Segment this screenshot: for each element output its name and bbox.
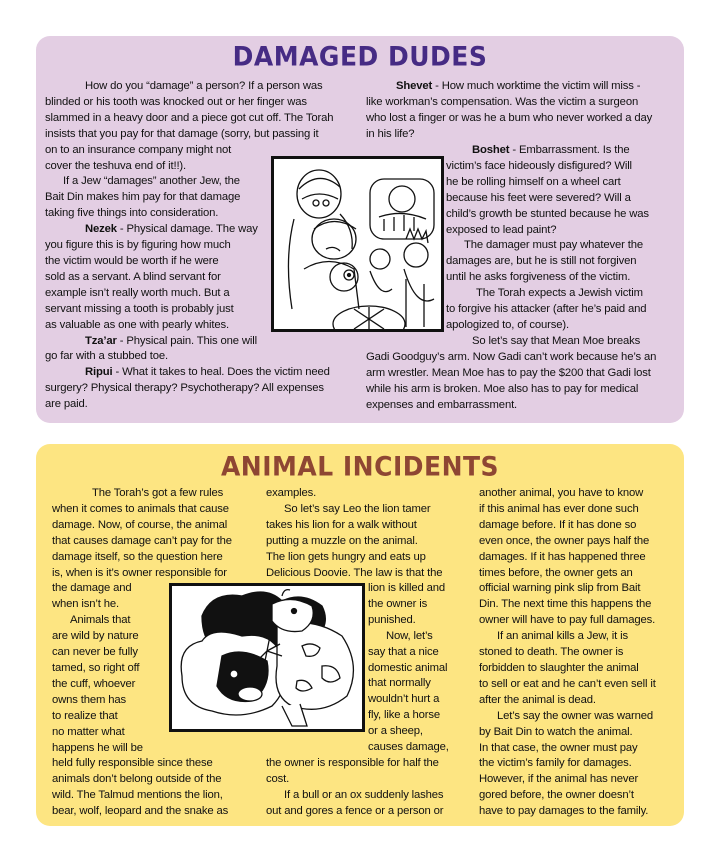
column-2-bottom — [266, 756, 443, 820]
text-line: is, when is it’s owner responsible for — [52, 566, 227, 579]
text-line: to forgive his attacker (after he’s paid and — [446, 303, 647, 316]
cartoon-lion-and-cow-icon — [169, 583, 365, 732]
text-line: expenses and embarrassment. — [366, 398, 518, 411]
text-line: The Torah’s got a few rules — [92, 487, 224, 499]
text-line: So let’s say that Mean Moe breaks — [472, 334, 641, 347]
text-line: If a Jew “damages” another Jew, the — [63, 175, 240, 188]
text-line: even once, the owner pays half the — [479, 534, 650, 547]
text-line: owns them has — [52, 693, 127, 706]
text-line: sold as a servant. A blind servant for — [45, 270, 221, 283]
text-line: victim’s face hideously disfigured? Will — [446, 159, 632, 172]
text-line: damages are, but he is still not forgiven — [446, 255, 637, 268]
text-line: bear, wolf, leopard and the snake as — [52, 805, 229, 818]
text-line: taking five things into consideration. — [45, 207, 219, 220]
section-title: ANIMAL INCIDENTS — [220, 450, 500, 483]
text-line: In that case, the owner must pay — [479, 741, 638, 754]
text-line: surgery? Physical therapy? Psychotherapy? All expenses — [45, 382, 324, 395]
text-line: times before, the owner gets an — [479, 566, 633, 579]
term-nezek: Nezek - Physical damage. The way — [85, 223, 258, 236]
text-line: How do you “damage” a person? If a person was — [85, 80, 323, 92]
text-line: putting a muzzle on the animal. — [266, 534, 418, 547]
text-line: Now, let’s — [386, 629, 433, 642]
text-line: another animal, you have to know — [479, 487, 644, 499]
text-line: cover the teshuva end of it!!). — [45, 159, 187, 172]
text-line: damage itself, so the question here — [52, 550, 223, 563]
text-line: owner will have to pay full damages. — [479, 614, 656, 627]
text-line: as valuable as one with pearly whites. — [45, 318, 229, 331]
text-line: the victim’s family for damages. — [479, 757, 632, 770]
text-line: lion is killed and — [368, 582, 446, 594]
text-line: official warning pink slip from Bait — [479, 582, 641, 595]
text-line: Delicious Doovie. The law is that the — [266, 566, 443, 579]
text-line: that causes damage can’t pay for the — [52, 534, 232, 547]
text-line: stoned to death. The owner is — [479, 646, 624, 659]
text-line: exposed to lead paint? — [446, 223, 557, 236]
text-line: However, if the animal has never — [479, 773, 639, 786]
text-line: no matter what — [52, 725, 125, 738]
text-line: because his feet were severed? Will a — [446, 191, 631, 204]
term-boshet: Boshet - Embarrassment. Is the — [472, 144, 630, 156]
term-shevet: Shevet - How much worktime the victim will miss - — [396, 80, 641, 92]
text-line: to realize that — [52, 709, 118, 722]
text-line: on to an insurance company might not — [45, 143, 232, 156]
text-line: Animals that — [70, 614, 131, 627]
text-line: are paid. — [45, 398, 88, 411]
column-2-wrap — [368, 581, 449, 756]
text-line: go far with a stubbed toe. — [45, 350, 168, 363]
text-line: causes damage, — [368, 741, 449, 754]
text-line: child’s growth be stunted because he was — [446, 207, 649, 220]
text-line: while his arm is broken. Moe also has to pay for medical — [366, 382, 639, 395]
text-line: when it comes to animals that cause — [52, 502, 229, 515]
term-ripui: Ripui - What it takes to heal. Does the victim need — [85, 366, 330, 379]
text-line: The damager must pay whatever the — [464, 239, 644, 252]
text-line: happens he will be — [52, 741, 143, 754]
text-line: have to pay damages to the family. — [479, 805, 649, 818]
text-line: by Bait Din to watch the animal. — [479, 725, 633, 738]
text-line: servant missing a tooth is probably just — [45, 302, 234, 315]
text-line: if this animal has ever done such — [479, 502, 639, 515]
right-column-wrap — [446, 143, 649, 350]
text-line: can never be fully — [52, 646, 138, 659]
text-line: the cuff, whoever — [52, 677, 136, 690]
animal-incidents-section — [36, 444, 684, 826]
text-line: damages. If it has happened three — [479, 550, 646, 563]
column-2-top — [266, 486, 442, 581]
text-line: example isn’t really worth much. But a — [45, 286, 230, 299]
text-line: until he asks forgiveness of the victim. — [446, 271, 631, 284]
text-line: you figure this is by figuring how much — [45, 239, 231, 252]
text-line: animals don’t belong outside of the — [52, 773, 222, 786]
text-line: Bait Din makes him pay for that damage — [45, 191, 241, 204]
text-line: Let’s say the owner was warned — [497, 709, 654, 722]
text-line: The lion gets hungry and eats up — [266, 550, 426, 563]
column-3 — [479, 486, 656, 820]
text-line: after the animal is dead. — [479, 693, 596, 706]
text-line: So let’s say Leo the lion tamer — [284, 502, 431, 515]
text-line: insists that you pay for that damage (sorry, but passing it — [45, 127, 319, 140]
damaged-dudes-section — [36, 36, 684, 423]
text-line: punished. — [368, 613, 416, 626]
text-line: fly, like a horse — [368, 709, 440, 722]
text-line: If a bull or an ox suddenly lashes — [284, 788, 444, 801]
text-line: say that a nice — [368, 645, 439, 658]
text-line: damage before. If it has done so — [479, 518, 637, 531]
text-line: domestic animal — [368, 661, 448, 674]
text-line: blinded or his tooth was knocked out or her finger was — [45, 95, 307, 108]
text-line: forbidden to slaughter the animal — [479, 661, 639, 674]
term-tzaar: Tza’ar - Physical pain. This one will — [85, 334, 257, 347]
text-line: Din. The next time this happens the — [479, 598, 652, 611]
text-line: to sell or eat and he can’t even sell it — [479, 677, 656, 690]
text-line: the victim would be worth if he were — [45, 254, 219, 267]
text-line: are wild by nature — [52, 630, 139, 643]
text-line: apologized to, of course). — [446, 318, 569, 331]
text-line: slammed in a heavy door and a piece got cut off. The Torah — [45, 111, 334, 124]
text-line: the owner is — [368, 597, 428, 610]
text-line: If an animal kills a Jew, it is — [497, 630, 628, 643]
text-line: The Torah expects a Jewish victim — [476, 287, 643, 300]
text-line: wild. The Talmud mentions the lion, — [52, 789, 223, 802]
text-line: the owner is responsible for half the — [266, 757, 439, 769]
text-line: out and gores a fence or a person or — [266, 804, 444, 817]
text-line: when isn’t he. — [52, 598, 119, 611]
text-line: held fully responsible since these — [52, 757, 213, 770]
text-line: arm wrestler. Mean Moe has to pay the $200 that Gadi lost — [366, 366, 651, 379]
text-line: damage. Now, of course, the animal — [52, 518, 228, 531]
text-line: he be rolling himself on a wheel cart — [446, 175, 621, 188]
text-line: in his life? — [366, 127, 415, 140]
text-line: Gadi Goodguy’s arm. Now Gadi can’t work because he’s an — [366, 351, 657, 363]
text-line: wouldn’t hurt a — [368, 693, 440, 706]
text-line: or a sheep, — [368, 725, 423, 738]
right-column — [366, 79, 652, 143]
text-line: tamed, so right off — [52, 661, 140, 674]
text-line: gored before, the owner doesn’t — [479, 789, 634, 802]
text-line: takes his lion for a walk without — [266, 518, 417, 531]
cartoon-people-injured-icon — [271, 156, 444, 332]
text-line: that normally — [368, 677, 431, 690]
text-line: like workman’s compensation. Was the victim a surgeon — [366, 95, 639, 108]
text-line: the damage and — [52, 582, 132, 595]
text-line: cost. — [266, 772, 290, 785]
right-column-bottom — [366, 350, 656, 414]
text-line: who lost a finger or was he a bum who never worked a day — [366, 111, 653, 124]
section-title: DAMAGED DUDES — [232, 40, 488, 73]
text-line: examples. — [266, 487, 317, 499]
